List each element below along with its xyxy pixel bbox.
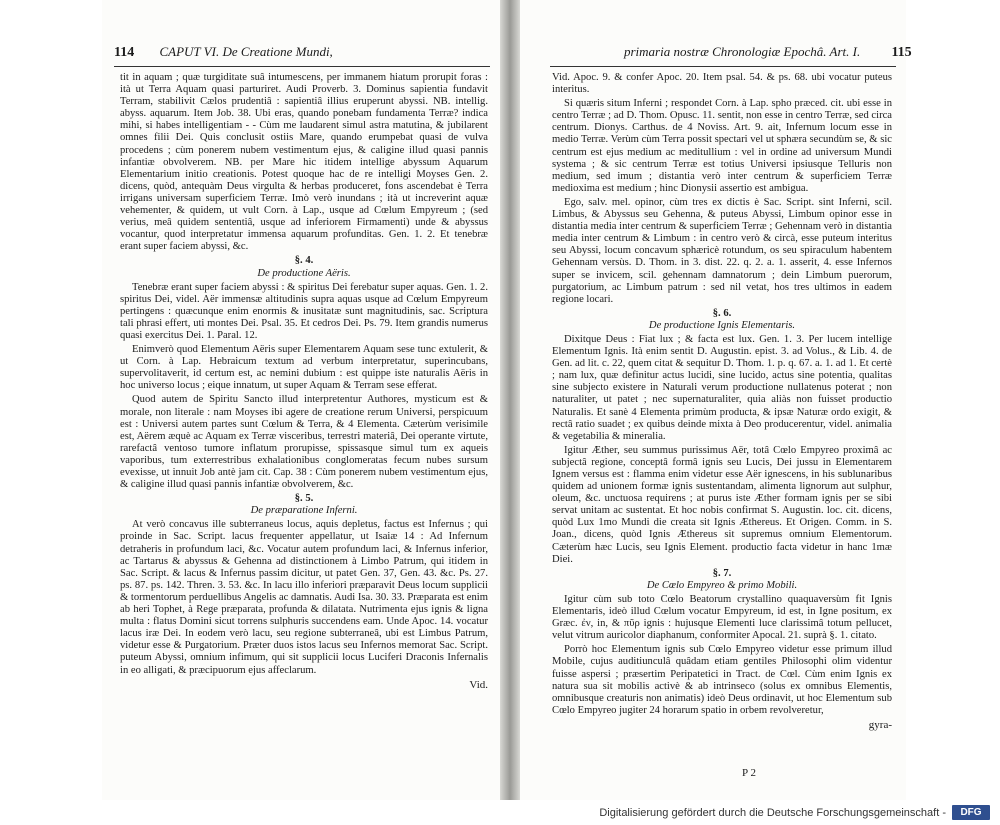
left-paragraph: Quod autem de Spiritu Sancto illud interpretentur Authores, mysticum est & morale, non literale : nam Moyses ibi agere de creatione rerum Universi, perspicuum est : Universi autem partes sunt Cœlum & Terra, & 4 Elementa. Cæterùm verisimile est, Aërem æquè ac Aquam ex Terræ visceribus, terrestri materiâ, Dei operante virtute, rarefactâ ventoso tumore inflatum prorupisse, spissasque simul tum ex aqueis vaporibus, tum exterrestribus exhalationibus conglomeratas fecum nubes sursum evexisse, ut innuit Job antè jam cit. Cap. 38 : Cùm ponerem nubem vestimentum ejus, & caligine illud quasi pannis infantiæ obvolverem, &c. [120,394,488,491]
right-paragraph-continued: Vid. Apoc. 9. & confer Apoc. 20. Item psal. 54. & ps. 68. ubi vocatur puteus interitus. [552,72,892,96]
right-section-number: §. 6. [712,307,732,319]
left-paragraph-continued: tit in aquam ; quæ turgiditate suâ intumescens, per immanem hiatum prorupit foras : ità ut Terra Aquam quasi parturiret. Audi Proverb. 3. Dominus sapientia fundavit Terram, stabilivit Cælos prudentiâ : sapientiâ illius eruperunt abyssi. NB. intellig. abyss. aquarum. Item Job. 38. Ubi eras, quando ponebam fundamenta Terræ? indica mihi, si habes intelligentiam - - Cùm me laudarent simul astra matutina, & jubilarent omnes filii Dei. Quis conclusit ostiis Mare, quando erumpebat quasi de vulva procedens ; cùm ponerem nubem vestimentum ejus, & caligine illud quasi pannis infantiæ obvolverem. NB. per Mare hic itidem intellige abyssum Aquarum Elementarium initio creationis. Potest quoque hac de re intelligi Moyses Gen. 2. dicens, quòd, antequàm Deus virgulta & herbas produceret, fons ascendebat è Terra irrigans universam superficiem Terræ. Imò verò inundans ; ità ut increverint aquæ vehementer, & quidem, ut vult Corn. à Lap., usque ad Cœlum Empyreum ; (sed verius, meâ quidem sententiâ, usque ad inferiorem Firmamenti) unde & abyssus vocantur, quod interpretatur immensa aquarum profunditas. Gen. 1. 2. Et tenebræ erant super faciem abyssi, &c. [120,72,488,253]
right-paragraph: Ego, salv. mel. opinor, cùm tres ex dictis è Sac. Script. sint Inferni, scil. Limbus, & Abyssus seu Gehenna, & puteus Abyssi, Limbum opinor esse in distantia media inter centrum & superficiem Terræ ; Gehennam verò in distantia media inter centrum & Limbum : in centro verò & circà, esse puteum interitus seu Abyssi, locum concavum sphæricè rotundum, os seu spiraculum habentem Gehennam versùs. D. Thom. in 3. dist. 22. q. 2. a. 1. asserit, 4. esse Infernos super se invicem, scil. gehennam damnatorum ; dein Limbum puerorum, purgatorium, ac Limbum patrum : sed nil vetat, hos tres ultimos in eadem regione locari. [552,196,892,305]
left-page-number: 114 [114,45,135,60]
right-page-text [552,72,892,731]
right-paragraph: Dixitque Deus : Fiat lux ; & facta est lux. Gen. 1. 3. Per lucem intellige Elementum Ignis. Ità enim sentit D. Augustin. epist. 3. ad Volus., & Lib. 4. de Gen. ad lit. c. 22, quem citat & sequitur D. Thom. 1. p. q. 67. a. 1. ad 1. Et certè ; nam lux, quæ definitur actus lucidi, sine lucido, actus sine potentia, qualitas sine subjecto existere in Naturali verum productione nullatenus poterat ; non naturaliter, ut patet ; nec supernaturaliter, quia aliàs non fuisset productio Naturalis. Et sanè 4 Elementa primùm producta, & ipsæ Naturæ ordo exigit, & rectâ ratio suadet ; ex quibus deinde mixta à Deo producerentur, videl. animalia & vegetabilia & mineralia. [552,333,892,442]
right-paragraph: Si quæris situm Inferni ; respondet Corn. à Lap. spho præced. cit. ubi esse in centro Terræ ; ad D. Thom. Opusc. 11. sentit, non esse in centro Terræ, sed circa centrum. Dionys. Carthus. de 4 Noviss. Art. 9. ait, Infernum locum esse in medio Terræ. Verùm cùm Terra possit spectari vel ut sphæra secundùm se, & sic centrum est ejus medium ac meditullium : vel in ordine ad universum Mundi systema ; & sic centrum Terræ est totius Universi ipsiusque Telluris non medium, sed imum ; distantia verò inter centrum & superficiem Terræ medioxima est medium ; hinc Dionysii assertio est ambigua. [552,98,892,194]
left-section-number: §. 5. [294,493,314,505]
left-page-text [120,72,488,691]
right-section-title: De Cœlo Empyreo & primo Mobili. [646,579,798,591]
left-paragraph: Enimverò quod Elementum Aëris super Elementarem Aquam sese tunc extulerit, & ut Corn. à Lap. Hebraicum textum ad verbum interpretatur, superincubans, supervolitaverit, id certum est, ac nemini dubium : est quippe iste naturalis Aëris in hoc universo locus ; eique innatum, ut super Aquam & Terram sese efferat. [120,344,488,392]
dfg-logo: DFG [952,805,990,820]
right-head-rule [550,66,896,67]
left-head-title: CAPUT VI. De Creatione Mundi, [159,44,333,59]
left-paragraph: Tenebræ erant super faciem abyssi : & spiritus Dei ferebatur super aquas. Gen. 1. 2. spiritus Dei, videl. Aër immensæ altitudinis supra aquas usque ad Cœlum Empyreum pertingens : quæcunque enim enormis & inusitatæ sunt magnitudinis, sac. Scriptura tali phrasi effert, uti montes Dei. Psal. 35. Et cedros Dei. Ps. 79. Item grandis numerus quasi exercitus Dei. 1. Paral. 12. [120,281,488,341]
right-paragraph: Igitur cùm sub toto Cœlo Beatorum crystallino quaquaversùm fit Ignis Elementaris, ideò illud Cœlum vocatur Empyreum, id est, in Igne positum, ex Græc. ἐν, in, & πῦρ ignis : hujusque Elementi luce clarissimâ totum pellucet, velut vitrum auricolor diaphanum, conformiter Apocal. 21. suprà §. 1. citato. [552,593,892,642]
left-section-title: De præparatione Inferni. [250,505,358,517]
signature-mark: P 2 [742,767,756,779]
left-section-title: De productione Aëris. [257,267,351,279]
left-page [102,0,500,800]
right-paragraph: Igitur Æther, seu summus purissimus Aër, totâ Cœlo Empyreo proximâ ac subjectâ regione, conceptâ formâ ignis seu Lucis, Dei jussu in Elementarem Ignem versus est : flamma enim videtur esse Aër ignescens, in his sublunaribus quidem ad unionem formæ ignis sustentandam, alimenta lignorum aut sulphur, oleum, &c. unctuosa requirens ; at purus iste Æther formam ignis per se sibi servat unitam ac sustentat. Et hoc nobis confirmat S. Augustin. loc. cit. dicens, quòd Lux 1mo Mundi die creata sit Ignis Æthereus. Et Origen. Comm. in S. Joan., dicens, quòd Ignis Æthereus sit supremus omnium Elementorum. Cæterùm hæc Lucis, seu Ignis Element. productio facta videtur in hanc 1mæ Diei. [552,444,892,565]
right-section-title: De productione Ignis Elementaris. [648,319,796,331]
right-paragraph: Porrò hoc Elementum ignis sub Cœlo Empyreo videtur esse primum illud Mobile, cujus auditiunculâ quâdam etiam gentiles Philosophi olim videntur fuisse aspersi ; præsertim Peripatetici in Tract. de Cœl. Cùm enim Ignis ex natura sua sit mobilis activè & ab intrinseco (solus ex omnibus Elementis, omnibusque creaturis non animatis) ideò Deus ordinavit, ut hoc Elementum sub Cœlo Empyreo jugiter 24 horarum spatio in orbem revolveretur, [552,644,892,716]
left-running-head [114,44,333,61]
book-gutter [500,0,520,800]
left-paragraph: At verò concavus ille subterraneus locus, aquis depletus, factus est Infernus ; qui proinde in Sac. Script. lacus frequenter appellatur, ut Isaiæ 14 : Ad Infernum detraheris in profundum laci, &c. Vocatur autem profundum laci, & Infernus inferior, ac Tartarus & abyssus & Gehenna ad distinctionem à Limbo Patrum, qui itidem in Sac. Script. & lacus & Infernus passim dicitur, ut patet Gen. 37, Gen. 43. &c. Ps. 27. ps. 87. ps. 142. Thren. 3. 53. &c. In lacu illo inferiori præparavit Deus locum supplicii & tormentorum perduellibus Angelis ac damnatis. Audi Isa. 30. 33. Præparata est enim ab heri Tophet, à Rege præparata, profunda & dilatata. Nutrimenta ejus ignis & ligna multa : flatus Domini sicut torrens sulphuris succendens eam. Unde Apoc. 14. vocatur lacus iræ Dei. In eodem verò lacu, seu regione subterraneâ, ubi est Limbus Patrum, videtur esse & Purgatorium. Præter duos istos lacus seu Infernos memorat Sac. Script. puteum Abyssi, omnium infimum, qui sit supplicii locus Luciferi Draconis Infernalis in eo alligati, & præcipuorum ejus affeclarum. [120,519,488,676]
funding-note: Digitalisierung gefördert durch die Deutsche Forschungsgemeinschaft - [599,807,946,819]
footer-bar [0,800,1000,825]
right-page-number: 115 [891,45,912,60]
left-catchword: Vid. [469,678,488,691]
left-section-number: §. 4. [294,255,314,267]
right-head-title: primaria nostræ Chronologiæ Epochâ. Art. I. [624,44,861,59]
right-page [520,0,912,800]
right-catchword: gyra- [868,718,892,731]
left-head-rule [114,66,490,67]
right-section-number: §. 7. [712,567,732,579]
right-running-head [624,44,912,61]
